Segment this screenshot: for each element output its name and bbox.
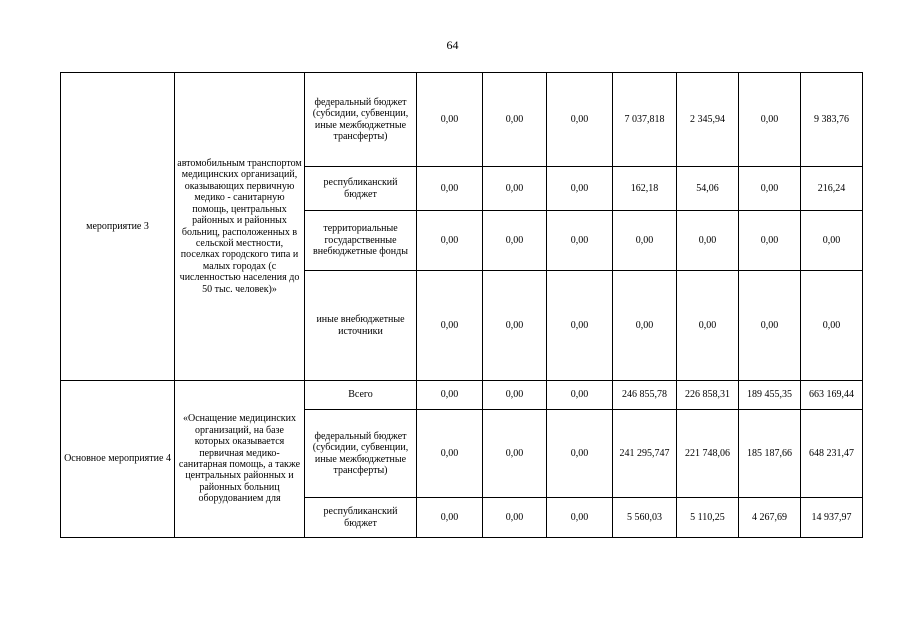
value-cell: 0,00 xyxy=(483,381,547,410)
value-cell: 0,00 xyxy=(613,211,677,271)
source-cell: федеральный бюджет (субсидии, субвенции, иные межбюджетные трансферты) xyxy=(305,410,417,498)
source-cell: республиканский бюджет xyxy=(305,167,417,211)
budget-table xyxy=(60,72,863,538)
value-cell: 0,00 xyxy=(677,211,739,271)
value-cell: 162,18 xyxy=(613,167,677,211)
source-cell: территориальные государственные внебюджетные фонды xyxy=(305,211,417,271)
value-cell: 9 383,76 xyxy=(801,73,863,167)
value-cell: 0,00 xyxy=(547,381,613,410)
value-cell: 0,00 xyxy=(547,271,613,381)
value-cell: 0,00 xyxy=(483,211,547,271)
table-row xyxy=(61,381,863,410)
value-cell: 221 748,06 xyxy=(677,410,739,498)
value-cell: 4 267,69 xyxy=(739,498,801,538)
value-cell: 0,00 xyxy=(417,211,483,271)
source-cell: Всего xyxy=(305,381,417,410)
value-cell: 14 937,97 xyxy=(801,498,863,538)
value-cell: 0,00 xyxy=(547,167,613,211)
value-cell: 0,00 xyxy=(739,211,801,271)
source-cell: федеральный бюджет (субсидии, субвенции, иные межбюджетные трансферты) xyxy=(305,73,417,167)
table-row xyxy=(61,73,863,167)
value-cell: 2 345,94 xyxy=(677,73,739,167)
page-number: 64 xyxy=(446,38,459,52)
value-cell: 5 110,25 xyxy=(677,498,739,538)
value-cell: 0,00 xyxy=(801,271,863,381)
description-cell: «Оснащение медицинских организаций, на базе которых оказывается первичная медико-санитарная помощь, а также центральных районных и районных больниц оборудованием для xyxy=(175,381,305,538)
value-cell: 663 169,44 xyxy=(801,381,863,410)
value-cell: 241 295,747 xyxy=(613,410,677,498)
value-cell: 0,00 xyxy=(547,73,613,167)
value-cell: 0,00 xyxy=(417,410,483,498)
value-cell: 0,00 xyxy=(417,498,483,538)
value-cell: 0,00 xyxy=(417,167,483,211)
value-cell: 0,00 xyxy=(739,271,801,381)
value-cell: 0,00 xyxy=(483,73,547,167)
value-cell: 226 858,31 xyxy=(677,381,739,410)
value-cell: 0,00 xyxy=(417,271,483,381)
value-cell: 7 037,818 xyxy=(613,73,677,167)
value-cell: 246 855,78 xyxy=(613,381,677,410)
value-cell: 0,00 xyxy=(739,73,801,167)
value-cell: 648 231,47 xyxy=(801,410,863,498)
value-cell: 0,00 xyxy=(677,271,739,381)
value-cell: 54,06 xyxy=(677,167,739,211)
value-cell: 0,00 xyxy=(801,211,863,271)
value-cell: 185 187,66 xyxy=(739,410,801,498)
value-cell: 0,00 xyxy=(417,381,483,410)
value-cell: 216,24 xyxy=(801,167,863,211)
value-cell: 0,00 xyxy=(483,498,547,538)
value-cell: 0,00 xyxy=(613,271,677,381)
description-cell: автомобильным транспортом медицинских организаций, оказывающих первичную медико - санитарную помощь, центральных районных и районных больниц, расположенных в сельской местности, поселках городского типа и малых городах (с численностью населения до 50 тыс. человек)» xyxy=(175,73,305,381)
source-cell: иные внебюджетные источники xyxy=(305,271,417,381)
value-cell: 0,00 xyxy=(547,211,613,271)
measure-cell: Основное мероприятие 4 xyxy=(61,381,175,538)
measure-cell: мероприятие 3 xyxy=(61,73,175,381)
value-cell: 189 455,35 xyxy=(739,381,801,410)
value-cell: 0,00 xyxy=(739,167,801,211)
value-cell: 0,00 xyxy=(483,410,547,498)
value-cell: 0,00 xyxy=(483,167,547,211)
value-cell: 0,00 xyxy=(547,498,613,538)
value-cell: 0,00 xyxy=(483,271,547,381)
value-cell: 0,00 xyxy=(547,410,613,498)
value-cell: 5 560,03 xyxy=(613,498,677,538)
value-cell: 0,00 xyxy=(417,73,483,167)
source-cell: республиканский бюджет xyxy=(305,498,417,538)
